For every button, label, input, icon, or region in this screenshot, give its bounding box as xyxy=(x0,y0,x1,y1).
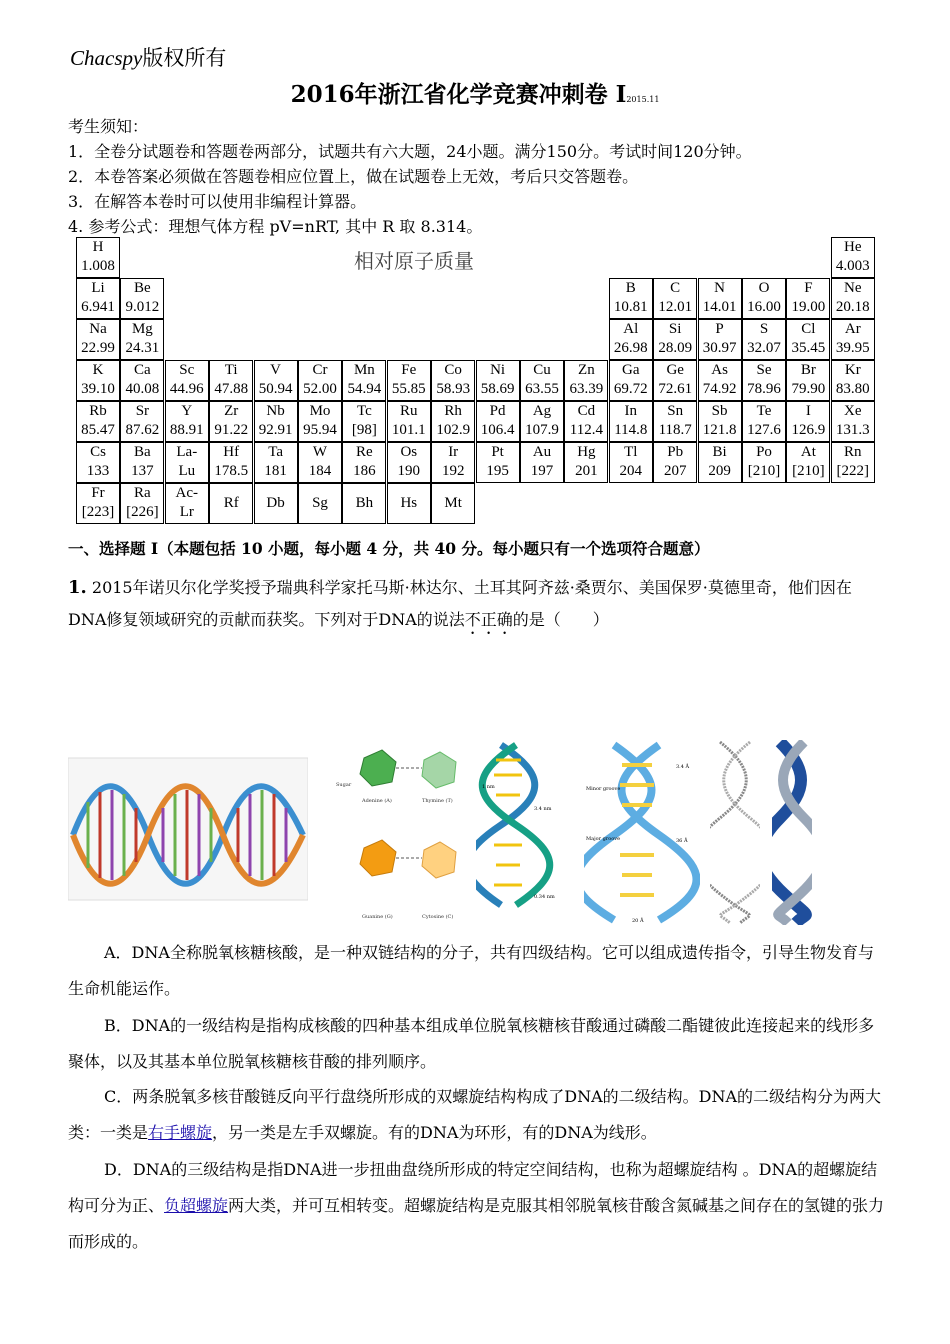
element-cell-cl xyxy=(786,319,830,360)
element-symbol: Cd xyxy=(577,403,596,419)
element-symbol: Cl xyxy=(801,321,816,337)
element-mass: 16.00 xyxy=(747,299,781,315)
element-mass: 95.94 xyxy=(303,422,337,438)
element-mass: 47.88 xyxy=(214,381,249,397)
wireframe-dna-illustration xyxy=(710,740,760,925)
element-cell-ga xyxy=(609,360,653,401)
element-cell-ba xyxy=(120,442,164,483)
copyright-brand: Chacspy xyxy=(70,46,143,70)
element-mass: 54.94 xyxy=(347,381,382,397)
element-cell-br xyxy=(786,360,830,401)
element-symbol: Cu xyxy=(533,362,551,378)
element-symbol: P xyxy=(715,321,724,337)
element-symbol: Cr xyxy=(312,362,328,378)
element-mass: 39.95 xyxy=(835,340,870,356)
element-cell-fe xyxy=(387,360,431,401)
element-mass: 79.90 xyxy=(791,381,826,397)
dim-36a: 36 Å xyxy=(676,838,688,844)
element-cell-ni xyxy=(476,360,520,401)
element-symbol: Hg xyxy=(577,444,596,460)
element-symbol: Mt xyxy=(444,495,462,511)
notice-heading: 考生须知： xyxy=(68,117,149,136)
element-cell-sg xyxy=(298,483,342,524)
element-symbol: Al xyxy=(623,321,639,337)
groove-figure xyxy=(584,740,700,925)
element-symbol: La- xyxy=(176,444,198,460)
element-symbol: Sb xyxy=(711,403,728,419)
negative-supercoil-link[interactable]: 负超螺旋 xyxy=(164,1196,229,1215)
element-cell-os xyxy=(387,442,431,483)
element-cell-pb xyxy=(653,442,697,483)
element-mass: 40.08 xyxy=(125,381,160,397)
option-b: B．DNA的一级结构是指构成核酸的四种基本组成单位脱氧核糖核苷酸通过磷酸二酯键彼此连接起来的线形多聚体，以及其基本单位脱氧核糖核苷酸的排列顺序。 xyxy=(68,1016,875,1071)
element-mass: 88.91 xyxy=(169,422,204,438)
element-cell-sr xyxy=(120,401,164,442)
element-symbol: O xyxy=(758,280,770,296)
option-c-text-end: ，另一类是左手双螺旋。有的DNA为环形，有的DNA为线形。 xyxy=(212,1123,657,1142)
element-mass: 20.18 xyxy=(835,299,870,315)
dim-1nm: 1 nm xyxy=(482,784,495,790)
element-mass: 107.9 xyxy=(525,422,559,438)
element-symbol: Mg xyxy=(131,321,153,337)
element-cell-rb xyxy=(76,401,120,442)
element-symbol: Nb xyxy=(266,403,285,419)
element-mass: 126.9 xyxy=(791,422,826,438)
dim-3-4a: 3.4 Å xyxy=(676,764,690,770)
element-symbol: B xyxy=(625,280,636,296)
element-symbol: Re xyxy=(356,444,373,460)
element-cell-zr xyxy=(209,401,253,442)
element-symbol: Se xyxy=(756,362,772,378)
option-c xyxy=(68,1079,888,1151)
element-cell-la xyxy=(165,442,209,483)
element-symbol: Kr xyxy=(844,362,861,378)
element-cell-h xyxy=(76,237,120,278)
element-cell-tl xyxy=(609,442,653,483)
notice-item: 4. 参考公式：理想气体方程 pV=nRT, 其中 R 取 8.314。 xyxy=(68,217,483,236)
element-mass: 9.012 xyxy=(125,299,160,315)
element-mass: [222] xyxy=(836,463,870,479)
copyright-text: 版权所有 xyxy=(142,46,227,70)
element-symbol: Ba xyxy=(134,444,151,460)
base-pairs-illustration xyxy=(334,740,464,925)
base-label-g: Guanine (G) xyxy=(362,914,393,920)
element-cell-po xyxy=(742,442,786,483)
element-symbol: Rf xyxy=(223,495,239,511)
element-symbol: Fr xyxy=(91,485,105,501)
element-cell-na xyxy=(76,319,120,360)
base-label-t: Thymine (T) xyxy=(422,798,453,804)
element-mass: 121.8 xyxy=(702,422,737,438)
spacefill-dna-illustration xyxy=(772,740,812,925)
element-symbol: Pd xyxy=(489,403,506,419)
element-cell-li xyxy=(76,278,120,319)
option-c-text: C．两条脱氧多核苷酸链反向平行盘绕所形成的双螺旋结构构成了DNA的二级结构。DNA的二级结构分为两大类：一类是 xyxy=(68,1087,882,1142)
element-cell-w xyxy=(298,442,342,483)
element-mass: 44.96 xyxy=(169,381,204,397)
element-mass: 32.07 xyxy=(747,340,781,356)
element-symbol: Rn xyxy=(844,444,862,460)
element-symbol: Ag xyxy=(532,403,552,419)
element-symbol: Sn xyxy=(667,403,684,419)
exam-notice xyxy=(68,114,752,239)
element-mass: 83.80 xyxy=(835,381,870,397)
element-cell-zn xyxy=(564,360,608,401)
element-cell-ir xyxy=(431,442,475,483)
element-mass: 207 xyxy=(663,463,687,479)
element-mass: 204 xyxy=(619,463,643,479)
element-symbol: Tl xyxy=(624,444,638,460)
element-cell-rn xyxy=(831,442,875,483)
element-mass: 114.8 xyxy=(614,422,648,438)
element-cell-cs xyxy=(76,442,120,483)
notice-item: 1．全卷分试题卷和答题卷两部分，试题共有六大题，24小题。满分150分。考试时间120分钟。 xyxy=(68,142,752,161)
element-mass: 72.61 xyxy=(658,381,693,397)
sugar-label: Sugar xyxy=(336,782,352,788)
element-cell-pd xyxy=(476,401,520,442)
element-cell-sc xyxy=(165,360,209,401)
element-cell-mg xyxy=(120,319,164,360)
element-symbol: In xyxy=(624,403,638,419)
element-mass: 58.69 xyxy=(480,381,515,397)
element-symbol: Cs xyxy=(90,444,106,460)
element-mass: 63.55 xyxy=(525,381,559,397)
element-symbol: Ge xyxy=(666,362,684,378)
element-cell-b xyxy=(609,278,653,319)
element-cell-xe xyxy=(831,401,875,442)
dim-3-4nm: 3.4 nm xyxy=(534,806,552,812)
base-pairs-figure xyxy=(334,740,464,925)
element-symbol: Ac- xyxy=(175,485,199,501)
element-symbol: H xyxy=(92,239,104,255)
element-symbol: Po xyxy=(756,444,772,460)
element-symbol: Rh xyxy=(444,403,462,419)
element-symbol: Ta xyxy=(268,444,283,460)
element-symbol: Hs xyxy=(400,495,418,511)
element-symbol: Ru xyxy=(400,403,418,419)
dim-20a: 20 Å xyxy=(632,918,644,924)
element-symbol: Ra xyxy=(134,485,151,501)
element-symbol: Hf xyxy=(223,444,240,460)
element-cell-ne xyxy=(831,278,875,319)
element-mass: 4.003 xyxy=(835,258,870,274)
element-cell-sb xyxy=(698,401,742,442)
element-symbol: C xyxy=(670,280,681,296)
element-symbol: Br xyxy=(800,362,816,378)
element-cell-rf xyxy=(209,483,253,524)
element-mass: 118.7 xyxy=(658,422,692,438)
element-symbol: Sc xyxy=(179,362,195,378)
element-cell-be xyxy=(120,278,164,319)
element-mass: Lr xyxy=(179,504,194,520)
element-mass: 201 xyxy=(575,463,598,479)
element-cell-rh xyxy=(431,401,475,442)
element-mass: 19.00 xyxy=(791,299,826,315)
helix-dimension-figure xyxy=(476,740,556,925)
option-d xyxy=(68,1152,888,1260)
element-cell-at xyxy=(786,442,830,483)
element-cell-as xyxy=(698,360,742,401)
element-mass: 12.01 xyxy=(658,299,693,315)
element-cell-in xyxy=(609,401,653,442)
element-cell-f xyxy=(786,278,830,319)
element-symbol: Ir xyxy=(448,444,459,460)
base-label-a: Adenine (A) xyxy=(362,798,392,804)
element-mass: 85.47 xyxy=(81,422,115,438)
title-date: 2015.11 xyxy=(626,95,660,104)
element-symbol: Y xyxy=(181,403,193,419)
element-mass: [226] xyxy=(126,504,159,520)
element-mass: 112.4 xyxy=(569,422,603,438)
title-text: 2016年浙江省化学竞赛冲刺卷 I xyxy=(290,81,627,108)
element-cell-s xyxy=(742,319,786,360)
element-symbol: W xyxy=(312,444,328,460)
element-cell-n xyxy=(698,278,742,319)
option-d-text-end: 两大类，并可互相转变。超螺旋结构是克服其相邻脱氧核苷酸含氮碱基之间存在的氢键的张力而形成的。 xyxy=(68,1196,885,1251)
element-symbol: Zr xyxy=(224,403,239,419)
element-cell-hs xyxy=(387,483,431,524)
element-mass: [210] xyxy=(747,463,781,479)
element-cell-se xyxy=(742,360,786,401)
major-groove-label: Major groove xyxy=(586,836,621,842)
helix-dimension-illustration xyxy=(476,740,556,925)
minor-groove-label: Minor groove xyxy=(586,786,621,792)
element-symbol: Mn xyxy=(353,362,375,378)
element-mass: 197 xyxy=(530,463,554,479)
element-cell-ac xyxy=(165,483,209,524)
element-cell-cd xyxy=(564,401,608,442)
dim-0-34nm: 0.34 nm xyxy=(534,894,555,900)
page-title xyxy=(0,76,950,109)
element-mass: 26.98 xyxy=(613,340,648,356)
element-mass: 131.3 xyxy=(835,422,870,438)
dna-ribbon-figure xyxy=(68,740,308,925)
element-mass: 102.9 xyxy=(436,422,471,438)
element-mass: 55.85 xyxy=(391,381,426,397)
element-symbol: At xyxy=(800,444,816,460)
element-cell-hg xyxy=(564,442,608,483)
element-mass: 63.39 xyxy=(569,381,604,397)
element-symbol: F xyxy=(804,280,813,296)
option-d-text: D．DNA的三级结构是指DNA进一步扭曲盘绕所形成的特定空间结构，也称为超螺旋结构 。DNA的超螺旋结构可分为正、 xyxy=(68,1160,878,1215)
element-mass: 101.1 xyxy=(391,422,426,438)
element-symbol: Pt xyxy=(491,444,504,460)
element-cell-bi xyxy=(698,442,742,483)
element-symbol: Ga xyxy=(622,362,640,378)
element-symbol: Sr xyxy=(135,403,150,419)
element-mass: 10.81 xyxy=(613,299,648,315)
element-mass: 184 xyxy=(308,463,332,479)
element-symbol: Mo xyxy=(309,403,331,419)
element-symbol: He xyxy=(844,239,862,255)
element-mass: 190 xyxy=(397,463,421,479)
element-mass: 22.99 xyxy=(81,340,115,356)
element-symbol: I xyxy=(805,403,811,419)
element-cell-mt xyxy=(431,483,475,524)
element-symbol: N xyxy=(714,280,726,296)
right-hand-helix-link[interactable]: 右手螺旋 xyxy=(148,1123,213,1142)
element-symbol: Te xyxy=(756,403,772,419)
element-symbol: As xyxy=(711,362,728,378)
element-cell-au xyxy=(520,442,564,483)
element-mass: 87.62 xyxy=(125,422,160,438)
element-cell-ta xyxy=(254,442,298,483)
element-symbol: Be xyxy=(134,280,151,296)
element-cell-ti xyxy=(209,360,253,401)
element-cell-i xyxy=(786,401,830,442)
spacefill-dna-figure xyxy=(772,740,812,925)
element-mass: 1.008 xyxy=(81,258,115,274)
element-symbol: Ar xyxy=(844,321,861,337)
element-symbol: Rb xyxy=(89,403,107,419)
element-symbol: Co xyxy=(444,362,462,378)
element-symbol: V xyxy=(270,362,282,378)
element-cell-db xyxy=(254,483,298,524)
element-mass: 39.10 xyxy=(81,381,115,397)
element-cell-he xyxy=(831,237,875,278)
element-cell-kr xyxy=(831,360,875,401)
element-cell-ru xyxy=(387,401,431,442)
element-mass: 106.4 xyxy=(480,422,515,438)
element-cell-pt xyxy=(476,442,520,483)
element-mass: 30.97 xyxy=(702,340,737,356)
periodic-table xyxy=(76,237,876,525)
element-mass: 91.22 xyxy=(214,422,249,438)
element-cell-cr xyxy=(298,360,342,401)
element-cell-co xyxy=(431,360,475,401)
element-cell-bh xyxy=(342,483,386,524)
element-symbol: Bi xyxy=(712,444,727,460)
element-cell-c xyxy=(653,278,697,319)
element-mass: 195 xyxy=(486,463,509,479)
element-mass: 14.01 xyxy=(702,299,737,315)
element-mass: [210] xyxy=(792,463,825,479)
element-cell-ag xyxy=(520,401,564,442)
element-mass: [98] xyxy=(351,422,377,438)
question-stem-text: 2015年诺贝尔化学奖授予瑞典科学家托马斯·林达尔、土耳其阿齐兹·桑贾尔、美国保罗·莫德里奇，他们因在DNA修复领域研究的贡献而获奖。下列对于DNA的说法 xyxy=(68,578,852,629)
element-cell-v xyxy=(254,360,298,401)
periodic-table-title: 相对原子质量 xyxy=(354,249,474,273)
element-mass: 186 xyxy=(353,463,376,479)
copyright-line xyxy=(70,42,226,72)
element-symbol: Li xyxy=(91,280,105,296)
element-cell-o xyxy=(742,278,786,319)
element-mass: 209 xyxy=(708,463,731,479)
element-cell-ge xyxy=(653,360,697,401)
element-mass: 192 xyxy=(441,463,465,479)
element-mass: 52.00 xyxy=(303,381,337,397)
element-symbol: Ti xyxy=(224,362,238,378)
element-mass: [223] xyxy=(81,504,115,520)
notice-item: 2．本卷答案必须做在答题卷相应位置上，做在试题卷上无效，考后只交答题卷。 xyxy=(68,167,639,186)
element-symbol: Sg xyxy=(312,495,328,511)
element-mass: 50.94 xyxy=(258,381,293,397)
element-mass: 6.941 xyxy=(81,299,115,315)
element-cell-nb xyxy=(254,401,298,442)
element-symbol: Ne xyxy=(844,280,862,296)
element-cell-hf xyxy=(209,442,253,483)
wireframe-dna-figure xyxy=(710,740,760,925)
element-symbol: Ca xyxy=(134,362,151,378)
base-label-c: Cytosine (C) xyxy=(422,914,454,920)
element-mass: 178.5 xyxy=(214,463,249,479)
element-symbol: Zn xyxy=(578,362,595,378)
element-mass: 92.91 xyxy=(258,422,293,438)
element-cell-mn xyxy=(342,360,386,401)
element-cell-re xyxy=(342,442,386,483)
question-1-stem xyxy=(68,572,888,638)
element-mass: 74.92 xyxy=(702,381,737,397)
element-symbol: S xyxy=(759,321,769,337)
element-cell-fr xyxy=(76,483,120,524)
element-mass: 127.6 xyxy=(747,422,781,438)
element-symbol: K xyxy=(92,362,104,378)
element-symbol: Fe xyxy=(401,362,417,378)
element-cell-al xyxy=(609,319,653,360)
element-symbol: Au xyxy=(532,444,552,460)
element-cell-mo xyxy=(298,401,342,442)
dna-ribbon-illustration xyxy=(68,740,308,925)
notice-item: 3．在解答本卷时可以使用非编程计算器。 xyxy=(68,192,367,211)
element-cell-tc xyxy=(342,401,386,442)
element-cell-k xyxy=(76,360,120,401)
element-cell-cu xyxy=(520,360,564,401)
element-cell-te xyxy=(742,401,786,442)
element-symbol: Db xyxy=(266,495,285,511)
element-symbol: Xe xyxy=(844,403,862,419)
element-cell-ra xyxy=(120,483,164,524)
element-mass: 28.09 xyxy=(658,340,693,356)
element-cell-y xyxy=(165,401,209,442)
element-mass: 137 xyxy=(131,463,154,479)
element-symbol: Os xyxy=(400,444,418,460)
element-mass: 133 xyxy=(86,463,110,479)
element-cell-p xyxy=(698,319,742,360)
element-mass: 24.31 xyxy=(125,340,160,356)
element-mass: 78.96 xyxy=(747,381,781,397)
element-cell-si xyxy=(653,319,697,360)
element-symbol: Si xyxy=(668,321,682,337)
element-symbol: Ni xyxy=(490,362,506,378)
element-cell-ca xyxy=(120,360,164,401)
element-mass: 69.72 xyxy=(613,381,648,397)
question-emphasis: 不正确 xyxy=(464,610,513,629)
element-cell-ar xyxy=(831,319,875,360)
option-a: A．DNA全称脱氧核糖核酸，是一种双链结构的分子，共有四级结构。它可以组成遗传指令，引导生物发育与生命机能运作。 xyxy=(68,943,874,998)
question-number: 1. xyxy=(68,577,87,598)
question-stem-end: 的是（ ） xyxy=(512,610,609,629)
element-symbol: Pb xyxy=(667,444,684,460)
element-cell-sn xyxy=(653,401,697,442)
element-mass: Lu xyxy=(178,463,196,479)
element-symbol: Bh xyxy=(355,495,374,511)
element-mass: 181 xyxy=(264,463,287,479)
element-mass: 58.93 xyxy=(436,381,471,397)
section-heading: 一、选择题 I（本题包括 10 小题，每小题 4 分，共 40 分。每小题只有一个选项符合题意） xyxy=(68,539,710,558)
element-symbol: Tc xyxy=(357,403,372,419)
groove-illustration xyxy=(584,740,700,925)
element-symbol: Na xyxy=(89,321,107,337)
element-mass: 35.45 xyxy=(791,340,826,356)
